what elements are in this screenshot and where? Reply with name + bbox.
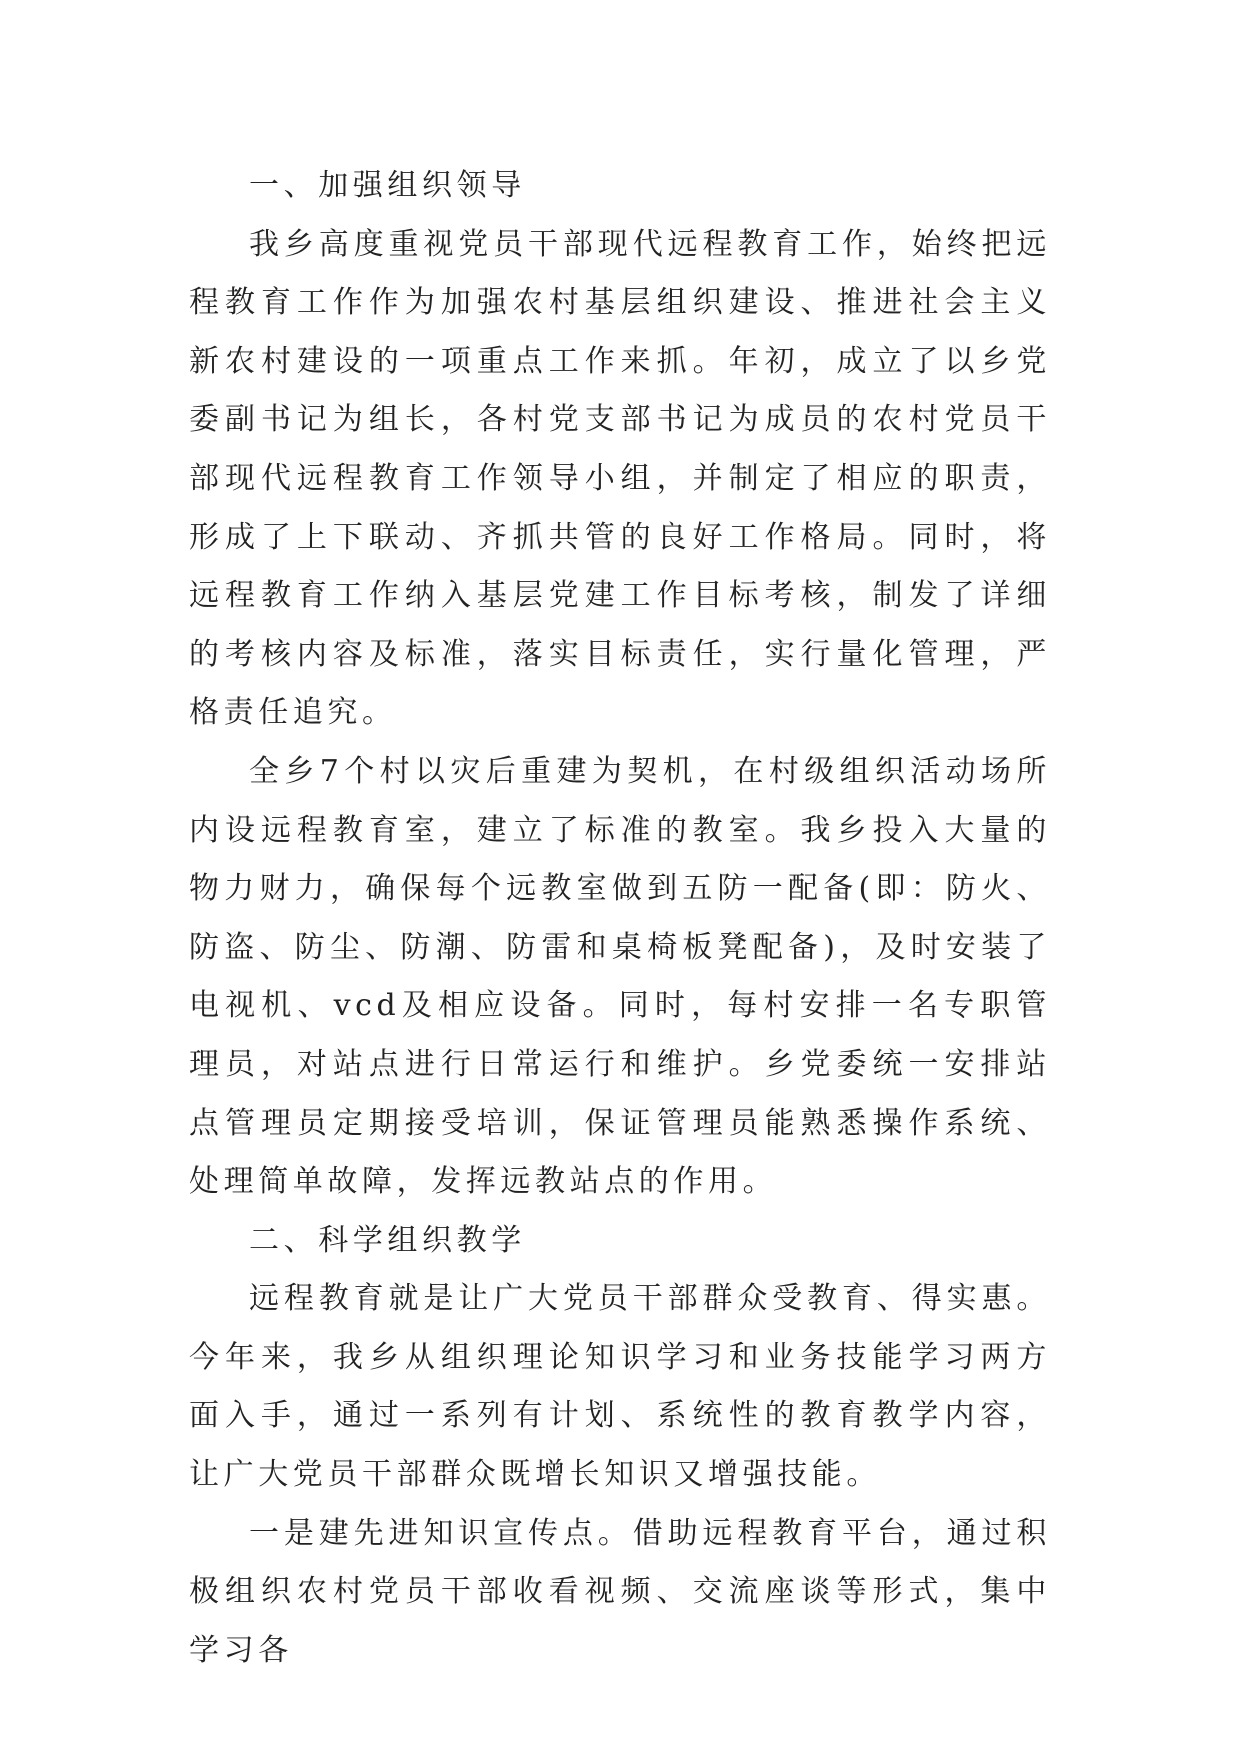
document-body [189, 157, 1051, 1680]
paragraph-4: 一是建先进知识宣传点。借助远程教育平台，通过积极组织农村党员干部收看视频、交流座谈等形式，集中学习各 [189, 1515, 1051, 1668]
section-heading-2: 二、科学组织教学 [249, 1222, 526, 1258]
section-heading-1: 一、加强组织领导 [249, 168, 526, 203]
paragraph-1: 我乡高度重视党员干部现代远程教育工作，始终把远程教育工作作为加强农村基层组织建设、推进社会主义新农村建设的一项重点工作来抓。年初，成立了以乡党委副书记为组长，各村党支部书记为成员的农村党员干部现代远程教育工作领导小组，并制定了相应的职责，形成了上下联动、齐抓共管的良好工作格局。同时，将远程教育工作纳入基层党建工作目标考核，制发了详细的考核内容及标准，落实目标责任，实行量化管理，严格责任追究。 [189, 226, 1051, 731]
paragraph-2: 全乡7个村以灾后重建为契机，在村级组织活动场所内设远程教育室，建立了标准的教室。我乡投入大量的物力财力，确保每个远教室做到五防一配备(即：防火、防盗、防尘、防潮、防雷和桌椅板凳配备)，及时安装了电视机、vcd及相应设备。同时，每村安排一名专职管理员，对站点进行日常运行和维护。乡党委统一安排站点管理员定期接受培训，保证管理员能熟悉操作系统、处理简单故障，发挥远教站点的作用。 [189, 753, 1051, 1200]
paragraph-3: 远程教育就是让广大党员干部群众受教育、得实惠。今年来，我乡从组织理论知识学习和业务技能学习两方面入手，通过一系列有计划、系统性的教育教学内容，让广大党员干部群众既增长知识又增强技能。 [189, 1281, 1051, 1493]
